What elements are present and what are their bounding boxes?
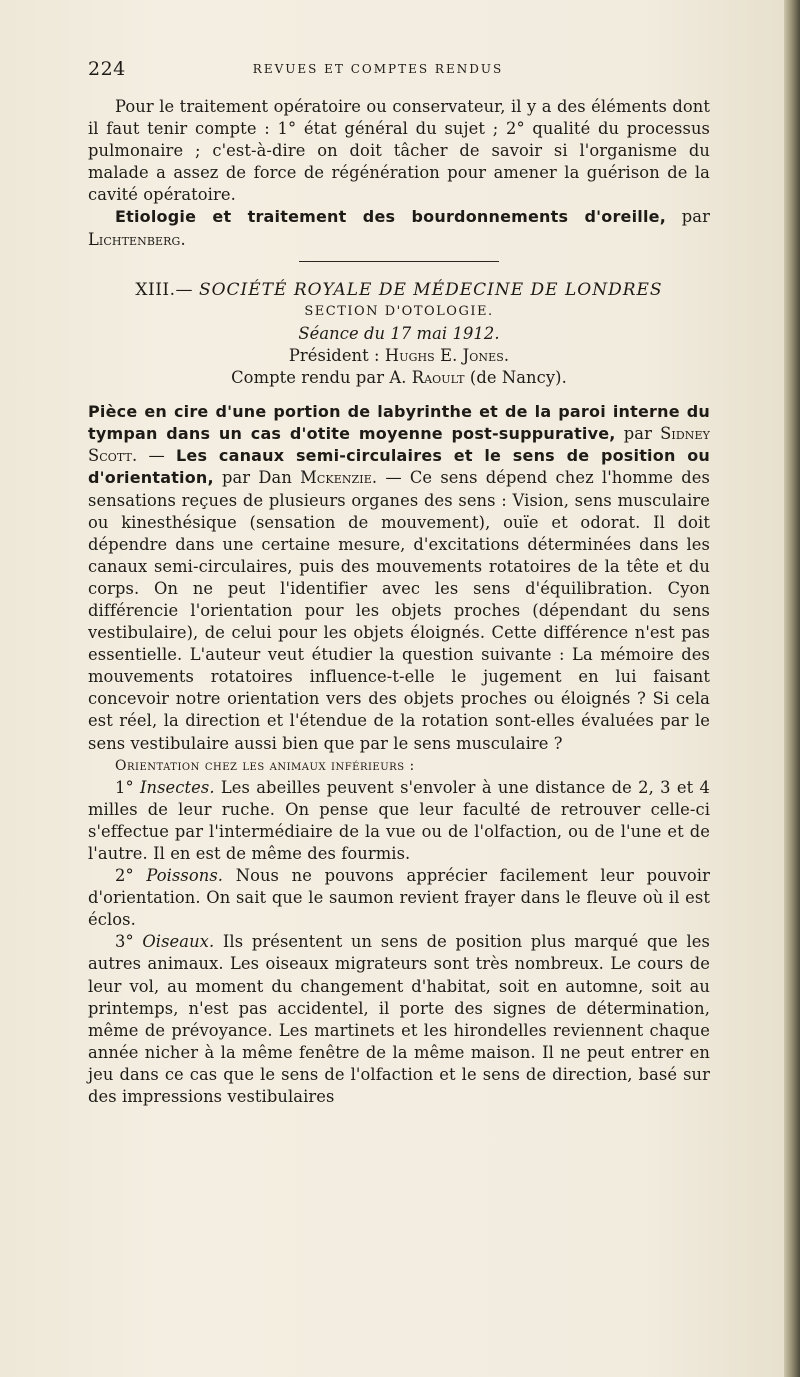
orientation-item-poissons: 2° Poissons. Nous ne pouvons apprécier facilement leur pouvoir d'orientation. On sait que le saumon revient frayer dans le fleuve où il est éclos. [88,866,710,930]
compte-rendu-author: Raoult [411,368,465,388]
orientation-item-oiseaux: 3° Oiseaux. Ils présentent un sens de position plus marqué que les autres animaux. Les oiseaux migrateurs sont très nombreux. Le cours de leur vol, au moment du changement d'habitat, soit en automne, soit au printemps, n'est pas accidentel, il porte des signes de détermination, même de prévoyance. Les martinets et les hirondelles reviennent chaque année nicher à la même fenêtre de la même maison. Il ne peut entrer en jeu dans ce cas que le sens de l'olfaction et le sens de direction, basé sur des impressions vestibulaires [88,932,710,1107]
item-label: Poissons. [146,866,224,886]
running-title: REVUES ET COMPTES RENDUS [252,62,504,76]
page-number: 224 [88,58,126,80]
subsection-heading: SECTION D'OTOLOGIE. [304,303,494,319]
item-label: Insectes. [139,777,215,797]
page-body [88,96,710,1108]
orientation-heading: Orientation chez les animaux inférieurs : [115,757,415,774]
section-divider [299,261,499,262]
article-author-1: Sidney Scott. [88,424,711,466]
article-title-2: Les canaux semi-circulaires et le sens de position ou d'orientation, [88,446,710,488]
running-head [88,58,708,86]
article-title-1: Pièce en cire d'une portion de labyrinthe et de la paroi interne du tympan dans un cas d'otite moyenne post-suppurative, [88,402,710,444]
etiologie-by: par [665,207,710,227]
seance-date: Séance du 17 mai 1912. [298,323,500,343]
article-author-2: Mckenzie [300,468,372,488]
article-paragraph: Pièce en cire d'une portion de labyrinthe et de la paroi interne du tympan dans un cas d'otite moyenne post-suppurative, par Sidney Scott. — Les canaux semi-circulaires et le sens de position ou d'orientation, par Dan Mckenzie. — Ce sens dépend chez l'homme des sensations reçues de plusieurs organes des sens : Vision, sens musculaire ou kinesthésique (sensation de mouvement), ouïe et odorat. Il doit dépendre dans une certaine mesure, d'excitations déterminées dans les canaux semi-circulaires, puis des mouvements rotatoires de la tête et du corps. On ne peut l'identifier avec les sens d'équilibration. Cyon différencie l'orientation pour les objets proches (dépendant du sens vestibulaire), de celui pour les objets éloignés. Cette différence n'est pas essentielle. L'auteur veut étudier la question suivante : La mémoire des mouvements rotatoires influence-t-elle le jugement en lui faisant concevoir notre orientation vers des objets proches ou éloignés ? Si cela est réel, la direction et l'étendue de la rotation sont-elles évaluées par le sens vestibulaire aussi bien que par le sens musculaire ? [88,402,711,753]
orientation-item-insectes: 1° Insectes. Les abeilles peuvent s'envoler à une distance de 2, 3 et 4 milles de leur ruche. On pense que leur faculté de retrouver celle-ci s'effectue par l'intermédiaire de la vue ou de l'olfaction, ou de l'une et de l'autre. Il en est de même des fourmis. [88,777,710,863]
president-line: Président : Hughs E. Jones. [288,345,510,365]
intro-paragraph: Pour le traitement opératoire ou conservateur, il y a des éléments dont il faut tenir compte : 1° état général du sujet ; 2° qualité du processus pulmonaire ; c'est-à-dire on doit tâcher de savoir si l'organisme du malade a assez de force de régénération pour amener la guérison de la cavité opératoire. [88,97,710,205]
etiologie-author: Lichtenberg. [88,229,186,249]
section-number: XIII.— [135,279,194,300]
etiologie-title: Etiologie et traitement des bourdonnements d'oreille, [115,207,666,227]
society-name: SOCIÉTÉ ROYALE DE MÉDECINE DE LONDRES [198,279,663,300]
article-body: . — Ce sens dépend chez l'homme des sensations reçues de plusieurs organes des sens : Vision, sens musculaire ou kinesthésique (sensation de mouvement), ouïe et odorat. Il doit dépendre dans une certaine mesure, d'excitations déterminées dans les canaux semi-circulaires, puis des mouvements rotatoires de la tête et du corps. On ne peut l'identifier avec les sens d'équilibration. Cyon différencie l'orientation pour les objets proches (dépendant du sens vestibulaire), de celui pour les objets éloignés. Cette différence n'est pas essentielle. L'auteur veut étudier la question suivante : La mémoire des mouvements rotatoires influence-t-elle le jugement en lui faisant concevoir notre orientation vers des objets proches ou éloignés ? Si cela est réel, la direction et l'étendue de la rotation sont-elles évaluées par le sens vestibulaire aussi bien que par le sens musculaire ? [88,468,710,753]
book-edge-shadow [784,0,800,1377]
item-label: Oiseaux. [142,932,215,952]
president-name: Hughs E. Jones. [384,345,510,365]
section-title [88,279,710,301]
etiologie-entry [88,206,710,250]
compte-rendu-line: Compte rendu par A. Raoult (de Nancy). [231,368,567,388]
